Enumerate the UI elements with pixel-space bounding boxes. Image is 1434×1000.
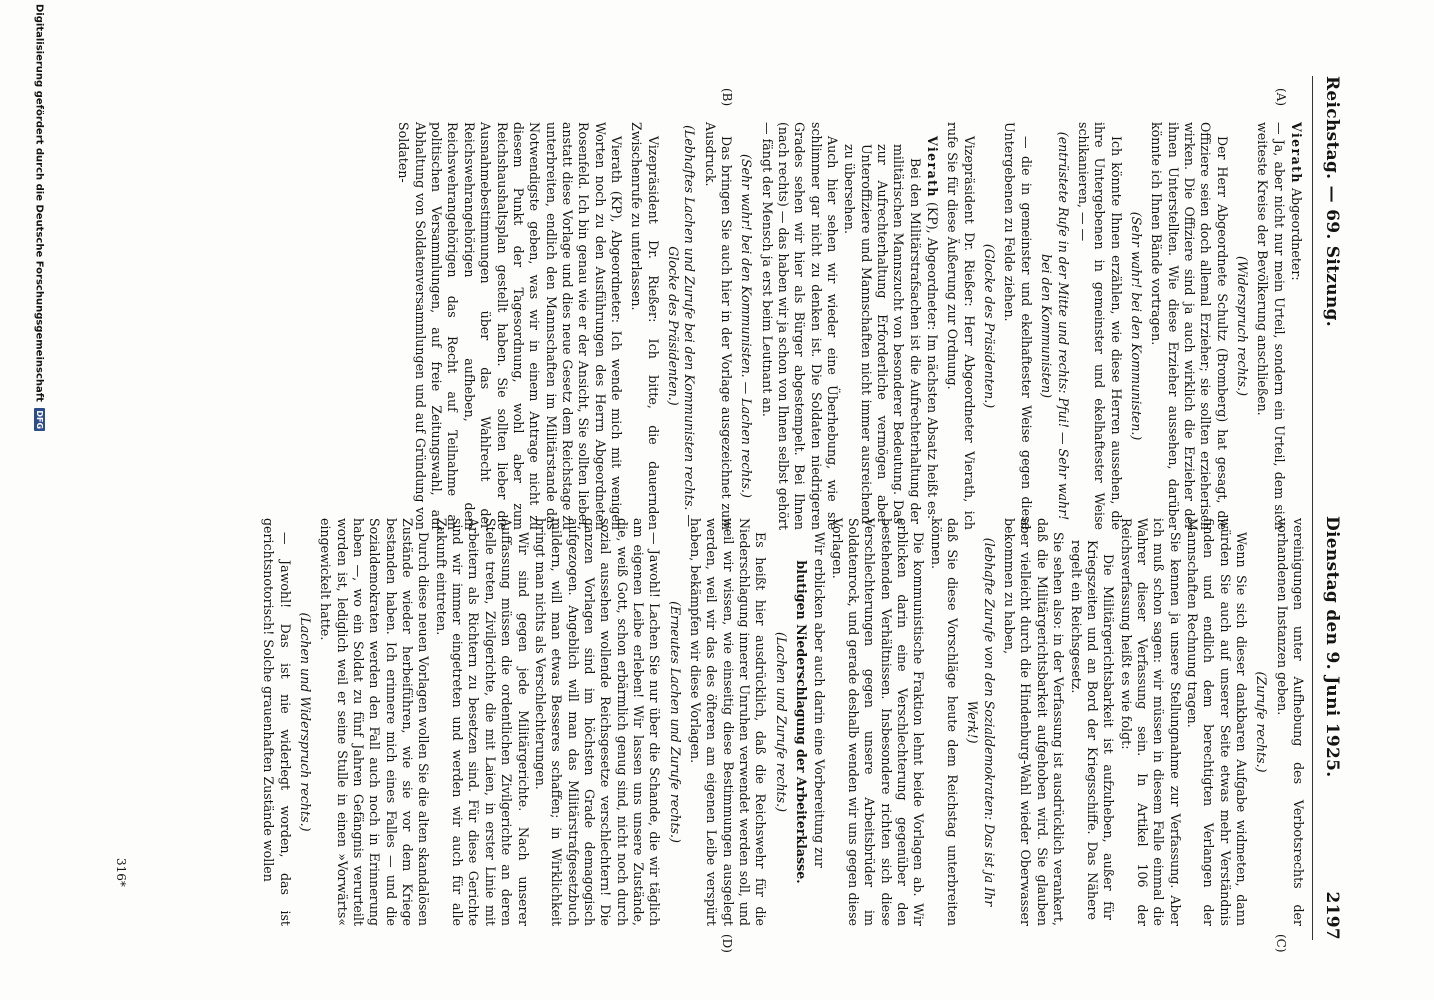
interjection: (Lachen und Widerspruch rechts.)	[298, 612, 314, 832]
interjection: (Sehr wahr! bei den Kommunisten.)	[1128, 211, 1144, 441]
paragraph: Wir sind gegen jede Militärgerichte. Nach unserer Auffassung müssen die ordentlichen Zivilgerichte an deren Stelle treten, Zivilgerichte, die mit Laien, in erster Linie mit Arbeitern als Richtern zu besetzen sind. Für diese Gerichte sind wir immer eingetreten und werden wir auch für alle Zukunft eintreten.	[433, 518, 531, 926]
interjection: (lebhafte Zurufe von den Sozialdemokraten: Das ist ja Ihr Werk!)	[965, 537, 997, 907]
interjection: (Widerspruch rechts.)	[1234, 255, 1250, 397]
interjection: (Zurufe rechts.)	[1254, 671, 1270, 773]
margin-marker-c: (C)	[1274, 934, 1288, 953]
paragraph-text: (KP), Abgeordneter: Im nächsten Absatz heißt es:	[925, 201, 941, 520]
interjection: (Lebhaftes Lachen und Zurufe bei den Kommunisten rechts. — Glocke des Präsidenten.)	[665, 125, 698, 527]
interjection: (Lachen und Zurufe rechts.)	[773, 632, 789, 812]
paragraph: — die in gemeinster und ekelhaftester Weise gegen diese Untergebenen zu Felde ziehen.	[1002, 122, 1034, 530]
right-column	[259, 518, 1306, 926]
speaker-intro	[1288, 122, 1304, 530]
paragraph: vereinigungen unter Aufhebung des Verbotsrechts der vorhandenen Instanzen geben.	[1274, 518, 1306, 926]
paragraph: Auch hier sehen wir wieder eine Überhebung, wie sie schlimmer gar nicht zu denken ist. Die Soldaten niedrigeren Grades sehen wir hier als Bürger abgestempelt. Bei Ihnen (nach rechts) — das haben wir ja schon von Ihnen selbst gehört — fängt der Mensch ja erst beim Leutnant an.	[759, 122, 841, 530]
paragraph: — Ja, aber nicht nur mein Urteil, sondern ein Urteil, dem sich weiteste Kreise der Bevölkerung anschließen.	[1255, 122, 1287, 530]
page-reference: 316*	[114, 858, 128, 887]
paragraph: Wenn Sie sich dieser dankbaren Aufgabe widmeten, dann würden Sie auch auf unserer Seite etwas mehr Verständnis finden und endlich dem berechtigten Verlangen der Mannschaften Rechnung tragen.	[1184, 518, 1249, 926]
footer-credit	[34, 4, 46, 964]
paragraph: Wir erblicken aber auch darin eine Vorbereitung zur	[812, 532, 828, 868]
paragraph: — Jawohl! Das ist nie widerlegt worden, das ist gerichtsnotorisch! Solche grauenhaften Zustände wollen	[261, 518, 293, 926]
margin-marker-d: (D)	[720, 934, 734, 953]
paragraph: daß Sie diese Vorschläge heute dem Reichstag unterbreiten können.	[928, 518, 961, 926]
paragraph: Vizepräsident Dr. Rießer: Herr Abgeordneter Vierath, ich rufe Sie für diese Äußerung zur Ordnung.	[945, 122, 977, 530]
header-date: Dienstag den 9. Juni 1925.	[1322, 516, 1342, 778]
paragraph: — Jawohl! Lachen Sie nur über die Schande, die wir täglich am eigenen Leibe erleben! Wir lassen uns unsere Zustände, die, weiß Gott, schon erbärmlich genug sind, nicht noch durch sozial aussehen wollende Reichsgesetze verschlechtern! Die ganzen Vorlagen sind im höchsten Grade demagogisch aufgezogen. Angeblich will man das Militärstrafgesetzbuch mildern, will man etwas Besseres schaffen; in Wirklichkeit bringt man nichts als Verschlechterungen.	[532, 518, 663, 926]
paragraph: Sie kennen ja unsere Stellungnahme zur Verfassung. Aber ich muß schon sagen: wir müssen in diesem Falle einmal die Wahrer dieser Verfassung sein. In Artikel 106 der Reichsverfassung heißt es wie folgt:	[1118, 518, 1183, 926]
interjection: (Glocke des Präsidenten.)	[982, 243, 998, 409]
header-title: Reichstag. — 69. Sitzung.	[1322, 76, 1342, 327]
footer-text: Digitalisierung gefördert durch die Deutsche Forschungsgemeinschaft	[33, 4, 45, 402]
speaker-role: Abgeordneter:	[1289, 187, 1304, 281]
speaker-name: Vierath	[1289, 122, 1304, 184]
interjection: (Erneutes Lachen und Zurufe rechts.)	[667, 601, 683, 843]
page-header	[1316, 76, 1342, 940]
paragraph: Durch diese neuen Vorlagen wollen Sie die alten skandalösen Zustände wieder herbeiführen, wie sie vor dem Kriege bestanden haben. Ich erinnere mich eines Falles — und die Sozialdemokraten werden den Fall auch noch in Erinnerung haben —, wo ein Soldat zu fünf Jahren Gefängnis verurteilt worden ist, lediglich weil er seine Stulle in einen »Vorwärts« eingewickelt hatte.	[318, 518, 432, 926]
interjection: (Sehr wahr! bei den Kommunisten. — Lachen rechts.)	[739, 154, 755, 498]
dfg-logo: DFG	[35, 410, 44, 430]
speaker-paragraph	[924, 122, 940, 530]
margin-marker-b: (B)	[720, 88, 734, 107]
margin-marker-a: (A)	[1274, 88, 1288, 107]
quotation: Bei den Militärstrafsachen ist die Aufrechterhaltung der militärischen Mannszucht von besonderer Bedeutung. Das zur Aufrechterhaltung Erforderliche vermögen aber Unteroffiziere und Mannschaften nicht immer ausreichend zu übersehen.	[842, 144, 923, 524]
header-page-number: 2197	[1322, 891, 1342, 940]
speaker-name: Vierath	[925, 136, 941, 198]
paragraph: Das bringen Sie auch hier in der Vorlage ausgezeichnet zum Ausdruck.	[702, 122, 734, 530]
interjection: (entrüstete Rufe in der Mitte und rechts: Pfui! — Sehr wahr! bei den Kommunisten)	[1039, 131, 1071, 521]
paragraph: Ich könnte Ihnen erzählen, wie diese Herren aussehen, die ihre Untergebenen in gemeinster und ekelhaftester Weise schikanieren, — —	[1075, 122, 1124, 530]
paragraph: Vierath (KP), Abgeordneter: Ich wende mich mit wenigen Worten noch zu den Ausführungen des Herrn Abgeordneten Rosenfeld. Ich bin genau wie er der Ansicht, Sie sollten lieber, anstatt diese Vorlage und dies neue Gesetz dem Reichstage zu unterbreiten, endlich den Mannschaften im Militärstande das Notwendigste geben, was wir in einem Antrage nicht zu diesem Punkt der Tagesordnung, wohl aber zum Reichshaushaltsplan gestellt haben. Sie sollten lieber die Ausnahmebestimmungen über das Wahlrecht der Reichswehrangehörigen aufheben, dem Reichswehrangehörigen das Recht auf Teilnahme an politischen Versammlungen, auf freie Zeitungswahl, auf Abhaltung von Soldatenversammlungen und auf Gründung von Soldaten-	[396, 122, 624, 530]
bold-heading: blutigen Niederschlagung der Arbeiterklasse.	[794, 560, 810, 884]
header-rule	[1312, 76, 1313, 940]
paragraph: Sie sehen also: in der Verfassung ist ausdrücklich verankert, daß die Militärgerichtsbarkeit aufgehoben wird. Sie glauben aber vielleicht durch die Hindenburg-Wahl wieder Oberwasser bekommen zu haben,	[1002, 518, 1067, 926]
paragraph: Die kommunistische Fraktion lehnt beide Vorlagen ab. Wir erblicken darin eine Verschlechterung gegenüber den bestehenden Verhältnissen. Insbesondere richten sich diese Verschlechterungen gegen unsere Arbeitsbrüder im Soldatenrock, und gerade deshalb wenden wir uns gegen diese Vorlagen.	[829, 518, 927, 926]
paragraph: Es heißt hier ausdrücklich, daß die Reichswehr für die Niederschlagung innerer Unruhen verwendet werden soll, und weil wir wissen, wie einseitig diese Bestimmungen ausgelegt werden, weil wir das des öfteren am eigenen Leibe verspürt haben, bekämpfen wir diese Vorlagen.	[687, 518, 769, 926]
paragraph: Der Herr Abgeordnete Schultz (Bromberg) hat gesagt, die Offiziere seien doch allemal Erzieher; sie sollten erzieherisch wirken. Die Offiziere sind ja auch wirklich die Erzieher der ihnen Unterstellten. Wie diese Erzieher aussehen, darüber könnte ich Ihnen Bände vortragen.	[1149, 122, 1230, 530]
left-column	[394, 122, 1304, 530]
quotation: Die Militärgerichtsbarkeit ist aufzuheben, außer für Kriegszeiten und an Bord der Kriegsschiffe. Das Nähere regelt ein Reichsgesetz.	[1068, 540, 1117, 920]
paragraph: Vizepräsident Dr. Rießer: Ich bitte, die dauernden Zwischenrufe zu unterlassen.	[629, 122, 661, 530]
